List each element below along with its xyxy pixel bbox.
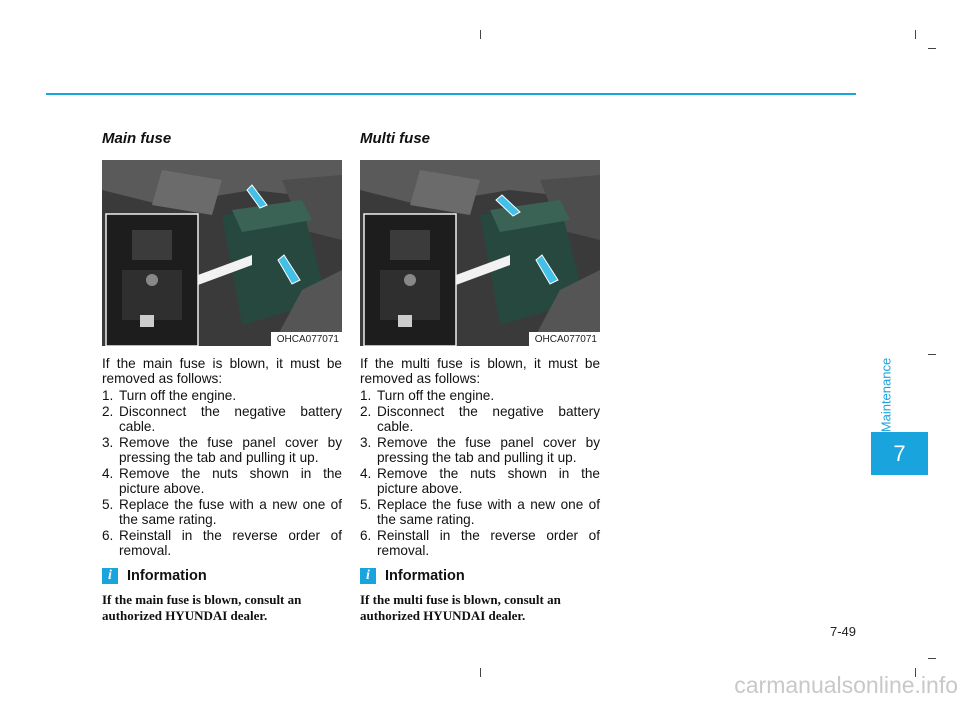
multi-fuse-section	[360, 130, 600, 624]
intro-text: If the multi fuse is blown, it must be removed as follows:	[360, 356, 600, 386]
list-item	[102, 388, 342, 403]
info-icon: i	[360, 568, 376, 584]
list-item	[102, 435, 342, 465]
step-number: 5.	[360, 497, 372, 512]
intro-text: If the main fuse is blown, it must be removed as follows:	[102, 356, 342, 386]
list-item	[102, 497, 342, 527]
image-code: OHCA077071	[271, 332, 342, 346]
crop-mark	[480, 30, 481, 39]
step-number: 1.	[102, 388, 114, 403]
step-text: Remove the fuse panel cover by pressing the tab and pulling it up.	[377, 435, 600, 465]
step-text: Remove the nuts shown in the picture above.	[377, 466, 600, 496]
step-text: Reinstall in the reverse order of removal.	[377, 528, 600, 558]
information-text: If the multi fuse is blown, consult an authorized HYUNDAI dealer.	[360, 592, 561, 623]
step-text: Replace the fuse with a new one of the same rating.	[377, 497, 600, 527]
list-item	[102, 404, 342, 434]
main-fuse-section	[102, 130, 342, 624]
header-rule	[46, 93, 856, 95]
crop-mark	[480, 668, 481, 677]
step-number: 3.	[102, 435, 114, 450]
list-item	[102, 466, 342, 496]
step-number: 6.	[102, 528, 114, 543]
crop-mark	[928, 658, 936, 659]
step-number: 6.	[360, 528, 372, 543]
step-text: Disconnect the negative battery cable.	[119, 404, 342, 434]
step-number: 3.	[360, 435, 372, 450]
information-title: Information	[385, 568, 465, 584]
list-item	[360, 466, 600, 496]
page-number: 7-49	[829, 624, 856, 639]
step-text: Turn off the engine.	[119, 388, 237, 403]
chapter-side-label	[874, 355, 898, 435]
engine-bay-photo	[360, 160, 600, 346]
step-text: Remove the nuts shown in the picture above.	[119, 466, 342, 496]
step-text: Disconnect the negative battery cable.	[377, 404, 600, 434]
step-number: 5.	[102, 497, 114, 512]
step-text: Replace the fuse with a new one of the same rating.	[119, 497, 342, 527]
step-number: 4.	[360, 466, 372, 481]
steps-list	[360, 388, 600, 558]
information-title: Information	[127, 568, 207, 584]
information-text: If the main fuse is blown, consult an authorized HYUNDAI dealer.	[102, 592, 302, 623]
list-item	[360, 497, 600, 527]
crop-mark	[928, 354, 936, 355]
section-heading: Main fuse	[102, 130, 172, 147]
info-icon: i	[102, 568, 118, 584]
information-header	[102, 568, 342, 584]
list-item	[360, 404, 600, 434]
watermark: carmanualsonline.info	[734, 672, 958, 698]
list-item	[360, 388, 600, 403]
step-number: 4.	[102, 466, 114, 481]
crop-mark	[915, 30, 916, 39]
step-number: 1.	[360, 388, 372, 403]
steps-list	[102, 388, 342, 558]
chapter-title: Maintenance	[878, 357, 894, 433]
step-text: Remove the fuse panel cover by pressing the tab and pulling it up.	[119, 435, 342, 465]
step-text: Turn off the engine.	[377, 388, 495, 403]
list-item	[360, 435, 600, 465]
list-item	[360, 528, 600, 558]
engine-bay-photo	[102, 160, 342, 346]
crop-mark	[928, 48, 936, 49]
section-heading: Multi fuse	[360, 130, 430, 147]
step-number: 2.	[102, 404, 114, 419]
step-number: 2.	[360, 404, 372, 419]
information-header	[360, 568, 600, 584]
list-item	[102, 528, 342, 558]
image-code: OHCA077071	[529, 332, 600, 346]
chapter-number-tab: 7	[871, 432, 928, 475]
step-text: Reinstall in the reverse order of removal.	[119, 528, 342, 558]
